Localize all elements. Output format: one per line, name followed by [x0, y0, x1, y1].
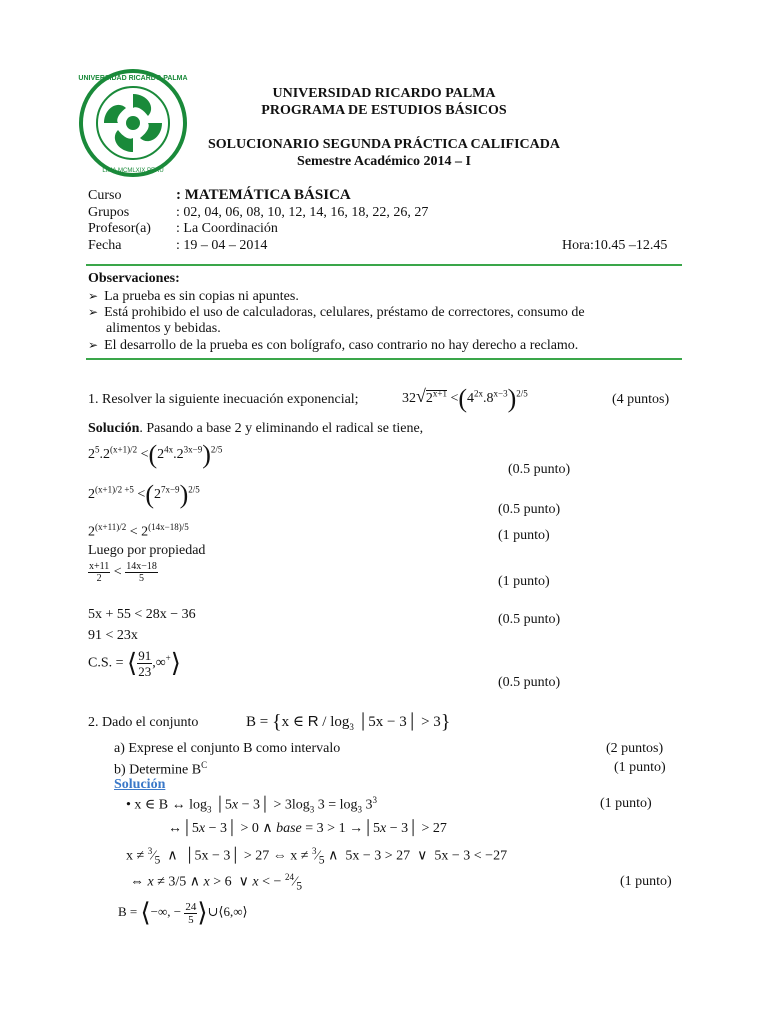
fecha-label: Fecha — [88, 238, 122, 253]
q1-step5: 5x + 55 < 28x − 36 — [88, 607, 196, 622]
observacion-item: ➢ El desarrollo de la prueba es con bolígrafo, caso contrario no hay derecho a reclamo. — [88, 338, 578, 354]
q2-step3: $x \ne ^3⁄_5$ ∧ │5x − 3│ > 27 ⇔ $x \ne ^3⁄_5$ ∧ 5x − 3 > 27 ∨ 5x − 3 < −27 — [126, 846, 508, 867]
observacion-item: ➢ Está prohibido el uso de calculadoras, celulares, préstamo de correctores, consumo de — [88, 305, 682, 321]
q1-solution-line — [88, 421, 423, 437]
divider-top — [86, 264, 682, 266]
grupos-value: : 02, 04, 06, 08, 10, 12, 14, 16, 18, 22, 26, 27 — [176, 205, 429, 220]
observacion-item: ➢ La prueba es sin copias ni apuntes. — [88, 289, 299, 305]
q2-statement: 2. Dado el conjunto — [88, 715, 199, 730]
q1-statement: 1. Resolver la siguiente inecuación exponencial; — [88, 392, 359, 407]
program-name: PROGRAMA DE ESTUDIOS BÁSICOS — [261, 103, 507, 118]
q1-step1-points: (0.5 punto) — [508, 462, 571, 477]
q2-step4-points: (1 punto) — [620, 874, 672, 889]
q1-points: (4 puntos) — [612, 392, 670, 407]
q1-step2: $2^{(x+1)/2 +5} <(2^{7x-9})^{2/5}$ — [88, 480, 200, 509]
q1-step6: 91 < 23x — [88, 628, 138, 643]
semester: Semestre Académico 2014 – I — [297, 154, 471, 169]
observacion-item-cont: alimentos y bebidas. — [106, 321, 221, 336]
q2-part-a: a) Exprese el conjunto B como intervalo — [114, 741, 341, 756]
hora: Hora:10.45 –12.45 — [562, 238, 668, 253]
profesor-label: Profesor(a) — [88, 221, 151, 236]
q2-step2: ↔│5x − 3│ > 0 ∧ base = 3 > 1 →│5x − 3│ > 27 — [168, 821, 447, 836]
q1-step5-points: (0.5 punto) — [498, 612, 561, 627]
svg-text:UNIVERSIDAD RICARDO PALMA: UNIVERSIDAD RICARDO PALMA — [78, 75, 188, 82]
q1-luego: Luego por propiedad — [88, 543, 206, 558]
q1-step4: $\frac{x+11}{2}$ < $\frac{14x-18}{5}$ — [89, 561, 157, 584]
q2-part-a-points: (2 puntos) — [606, 741, 664, 756]
curso-value: : MATEMÁTICA BÁSICA — [176, 187, 351, 203]
observaciones-title: Observaciones: — [88, 271, 180, 286]
q2-step1: • x ∈ B ↔ $\log_3$ │5x − 3│ > $3\log_3$ $3 = \log_3 3^3$ — [126, 795, 378, 815]
q1-step3: $2^{(x+11)/2} < 2^{(14x-18)/5}$ — [88, 522, 189, 540]
q1-step1: $2^5.2^{(x+1)/2} <(2^{4x}.2^{3x-9})^{2/5}$ — [88, 440, 223, 469]
q1-step6-points: (0.5 punto) — [498, 675, 561, 690]
university-name: UNIVERSIDAD RICARDO PALMA — [272, 86, 496, 101]
q1-step3-points: (1 punto) — [498, 528, 550, 543]
solucion-text: . Pasando a base 2 y eliminando el radical se tiene, — [139, 421, 424, 436]
fecha-value: : 19 – 04 – 2014 — [176, 238, 268, 253]
q2-part-b: b) Determine $B^C$ — [114, 760, 208, 778]
q2-part-b-points: (1 punto) — [614, 760, 666, 775]
profesor-value: : La Coordinación — [176, 221, 278, 236]
solucion-label: Solución — [88, 421, 140, 436]
q2-step4: ⇔ x ≠ 3/5 ∧ x > 6 ∨ x < − $^{24}⁄_5$ — [130, 872, 303, 893]
q1-solution-set: C.S. = ⟨ $\frac{91}{23}$ ,∞+⟩ — [88, 648, 181, 679]
q2-part-b-text: b) Determine B — [114, 762, 202, 778]
document-title: SOLUCIONARIO SEGUNDA PRÁCTICA CALIFICADA — [208, 137, 560, 152]
q1-step4-points: (1 punto) — [498, 574, 550, 589]
q2-step1-points: (1 punto) — [600, 796, 652, 811]
grupos-label: Grupos — [88, 205, 130, 220]
q1-step2-points: (0.5 punto) — [498, 502, 561, 517]
curso-label: Curso — [88, 188, 122, 203]
divider-bottom — [86, 358, 682, 360]
svg-text:LIMA,MCMLXIX,PERU: LIMA,MCMLXIX,PERU — [102, 168, 164, 174]
q2-result: B = ⟨−∞, − $\frac{24}{5}$ ⟩∪⟨6,∞⟩ — [118, 898, 248, 927]
q2-solucion-label: Solución — [114, 777, 166, 792]
q1-expression: $32√2^{x+1} <(4^{2x}.8^{x-3})^{2/5}$ — [402, 384, 528, 413]
q2-set-definition: B = {x ∈ R / $\log_3$ │5x − 3│ > 3} — [246, 711, 451, 733]
